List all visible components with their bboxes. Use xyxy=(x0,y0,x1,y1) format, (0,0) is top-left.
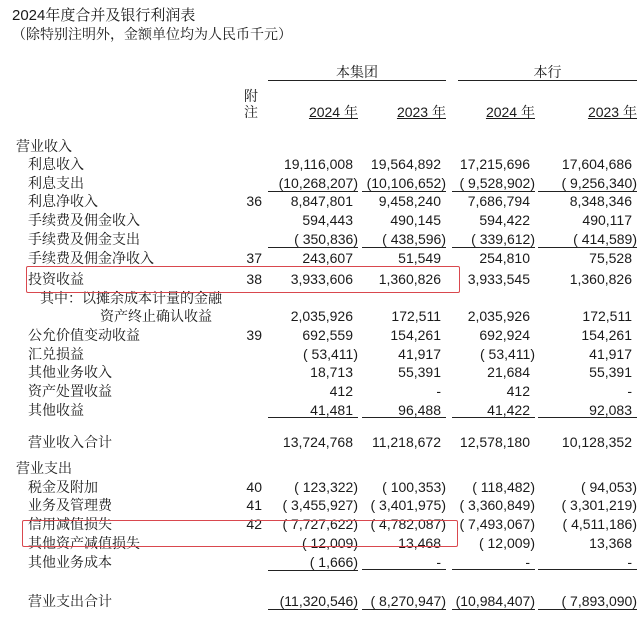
group-header: 本集团 xyxy=(336,64,378,80)
row-value: 17,215,696 xyxy=(459,156,530,172)
row-value: 11,218,672 xyxy=(371,434,441,450)
row-value: 41,422 xyxy=(452,401,535,418)
row-label: 税金及附加 xyxy=(28,479,98,495)
row-label: 营业收入 xyxy=(16,138,72,154)
row-value: ( 12,009) xyxy=(301,535,358,551)
row-label: 汇兑损益 xyxy=(28,346,84,362)
row-note: 38 xyxy=(246,271,262,287)
row-value: ( 350,836) xyxy=(268,230,358,248)
row-value: ( 53,411) xyxy=(480,346,535,362)
row-value: (10,106,652) xyxy=(362,174,446,192)
row-value: 13,468 xyxy=(398,535,441,551)
row-value xyxy=(538,137,637,154)
row-value: 12,578,180 xyxy=(459,434,530,450)
row-value xyxy=(452,459,535,476)
statement-row xyxy=(0,155,640,174)
row-value: (10,984,407) xyxy=(452,592,535,610)
row-value xyxy=(268,137,358,154)
row-label: 营业收入合计 xyxy=(28,434,112,450)
row-value: 412 xyxy=(506,383,530,399)
row-label: 资产处置收益 xyxy=(28,383,112,399)
row-value: ( 12,009) xyxy=(478,535,535,551)
row-value: - xyxy=(627,383,632,399)
row-note: 42 xyxy=(246,516,262,532)
row-label: 其他资产减值损失 xyxy=(28,535,140,551)
row-value: ( 53,411) xyxy=(303,346,358,362)
note-header-1: 附 xyxy=(244,88,258,104)
row-label: 其中：以摊余成本计量的金融 xyxy=(40,290,222,306)
row-value: ( 123,322) xyxy=(294,479,358,495)
row-label: 其他业务成本 xyxy=(28,554,112,570)
row-label: 手续费及佣金净收入 xyxy=(28,250,154,266)
row-note: 37 xyxy=(246,250,262,266)
statement-row xyxy=(0,478,640,497)
row-value: 19,564,892 xyxy=(370,156,441,172)
row-note: 41 xyxy=(246,497,262,513)
row-value: 3,933,606 xyxy=(290,271,353,287)
row-value: ( 1,666) xyxy=(268,553,358,571)
statement-row xyxy=(0,363,640,382)
row-value: ( 7,727,622) xyxy=(282,516,358,532)
row-value: ( 94,053) xyxy=(580,479,637,495)
statement-row xyxy=(0,496,640,515)
row-value xyxy=(452,137,535,154)
statement-row xyxy=(0,192,640,211)
row-value: 13,724,768 xyxy=(282,434,353,450)
group-header-line xyxy=(268,80,446,81)
row-value: ( 9,528,902) xyxy=(452,174,535,192)
row-value: 2,035,926 xyxy=(290,308,353,324)
row-value: 75,528 xyxy=(589,250,632,266)
row-label: 其他业务收入 xyxy=(28,364,112,380)
statement-row xyxy=(0,401,640,420)
row-value: ( 7,893,090) xyxy=(538,592,637,610)
row-value: 2,035,926 xyxy=(467,308,530,324)
row-value: ( 3,360,849) xyxy=(459,497,535,513)
row-value: 51,549 xyxy=(398,250,441,266)
row-label: 营业支出 xyxy=(16,460,72,476)
row-value: 21,684 xyxy=(487,364,530,380)
row-note: 39 xyxy=(246,327,262,343)
row-note: 36 xyxy=(246,193,262,209)
row-value: ( 339,612) xyxy=(452,230,535,248)
year-header-group-2023: 2023 年 xyxy=(396,104,446,120)
row-value: 412 xyxy=(329,383,353,399)
statement-row xyxy=(0,326,640,345)
row-value: ( 8,270,947) xyxy=(362,592,446,610)
row-value: - xyxy=(436,383,441,399)
year-header-bank-2024: 2024 年 xyxy=(485,104,535,120)
statement-row xyxy=(0,345,640,364)
row-label: 投资收益 xyxy=(28,271,84,287)
row-value: 10,128,352 xyxy=(561,434,632,450)
statement-row xyxy=(0,433,640,452)
row-value: 55,391 xyxy=(398,364,441,380)
row-value: 55,391 xyxy=(589,364,632,380)
row-value: ( 118,482) xyxy=(472,479,535,495)
row-value: ( 4,782,087) xyxy=(370,516,446,532)
row-value: ( 3,301,219) xyxy=(561,497,637,513)
row-label: 公允价值变动收益 xyxy=(28,327,140,343)
row-value: 3,933,545 xyxy=(467,271,530,287)
row-value: 692,924 xyxy=(479,327,530,343)
statement-row xyxy=(0,307,640,326)
bank-header: 本行 xyxy=(533,64,562,80)
statement-row xyxy=(0,592,640,611)
row-value: ( 4,511,186) xyxy=(562,516,637,532)
note-header-2: 注 xyxy=(244,104,258,120)
row-value: 154,261 xyxy=(581,327,632,343)
row-value: 172,511 xyxy=(391,308,441,324)
highlight-box-investment-income xyxy=(26,266,460,293)
highlight-box-credit-impairment xyxy=(22,520,458,547)
row-value xyxy=(362,459,446,476)
row-value xyxy=(538,459,637,476)
row-value: 92,083 xyxy=(538,401,637,418)
row-value: ( 414,589) xyxy=(538,230,637,248)
year-header-group-2024: 2024 年 xyxy=(308,104,358,120)
row-value: - xyxy=(362,553,446,570)
row-value: 490,145 xyxy=(390,212,441,228)
row-value: 8,847,801 xyxy=(290,193,353,209)
row-value: 8,348,346 xyxy=(569,193,632,209)
row-value: - xyxy=(452,553,535,570)
row-value: 17,604,686 xyxy=(561,156,632,172)
row-value: ( 9,256,340) xyxy=(538,174,637,192)
statement-subtitle: （除特别注明外，金额单位均为人民币千元） xyxy=(12,26,292,42)
statement-row xyxy=(0,137,640,156)
row-value xyxy=(362,137,446,154)
row-value: 172,511 xyxy=(582,308,632,324)
row-value: 18,713 xyxy=(310,364,353,380)
row-value: 1,360,826 xyxy=(378,271,441,287)
statement-row xyxy=(0,230,640,249)
row-value: ( 7,493,067) xyxy=(459,516,535,532)
row-value: 154,261 xyxy=(390,327,441,343)
row-value: 9,458,240 xyxy=(378,193,441,209)
statement-title: 2024年度合并及银行利润表 xyxy=(12,7,196,24)
statement-row xyxy=(0,174,640,193)
row-value: 254,810 xyxy=(479,250,530,266)
row-label: 手续费及佣金支出 xyxy=(28,231,140,247)
row-label: 利息支出 xyxy=(28,175,84,191)
row-value: 243,607 xyxy=(302,250,353,266)
row-value: ( 100,353) xyxy=(382,479,446,495)
row-value xyxy=(538,289,637,306)
row-label: 其他收益 xyxy=(28,402,84,418)
row-value: (10,268,207) xyxy=(268,174,358,192)
row-value: ( 3,455,927) xyxy=(282,497,358,513)
row-value: 490,117 xyxy=(582,212,632,228)
row-value: 1,360,826 xyxy=(569,271,632,287)
statement-row xyxy=(0,211,640,230)
row-value: 692,559 xyxy=(302,327,353,343)
row-value xyxy=(268,459,358,476)
row-label: 信用减值损失 xyxy=(28,516,112,532)
row-value: ( 3,401,975) xyxy=(370,497,446,513)
row-value: 594,443 xyxy=(302,212,353,228)
row-label: 业务及管理费 xyxy=(28,497,112,513)
row-note: 40 xyxy=(246,479,262,495)
row-value: 41,917 xyxy=(398,346,441,362)
statement-row xyxy=(0,459,640,478)
row-label: 营业支出合计 xyxy=(28,593,112,609)
row-value: 7,686,794 xyxy=(467,193,530,209)
row-label: 资产终止确认收益 xyxy=(100,308,212,324)
row-label: 利息收入 xyxy=(28,156,84,172)
statement-row xyxy=(0,553,640,572)
row-value: 19,116,008 xyxy=(283,156,353,172)
bank-header-line xyxy=(458,80,637,81)
row-value: ( 438,596) xyxy=(362,230,446,248)
row-value: (11,320,546) xyxy=(268,592,358,610)
row-value: 13,368 xyxy=(589,535,632,551)
row-label: 利息净收入 xyxy=(28,193,98,209)
statement-row xyxy=(0,382,640,401)
row-value: 96,488 xyxy=(362,401,446,418)
row-value: 41,481 xyxy=(268,401,358,418)
year-header-bank-2023: 2023 年 xyxy=(587,104,637,120)
row-value: 594,422 xyxy=(479,212,530,228)
row-value xyxy=(452,289,535,306)
row-value: 41,917 xyxy=(589,346,632,362)
row-value: - xyxy=(538,553,637,570)
row-label: 手续费及佣金收入 xyxy=(28,212,140,228)
